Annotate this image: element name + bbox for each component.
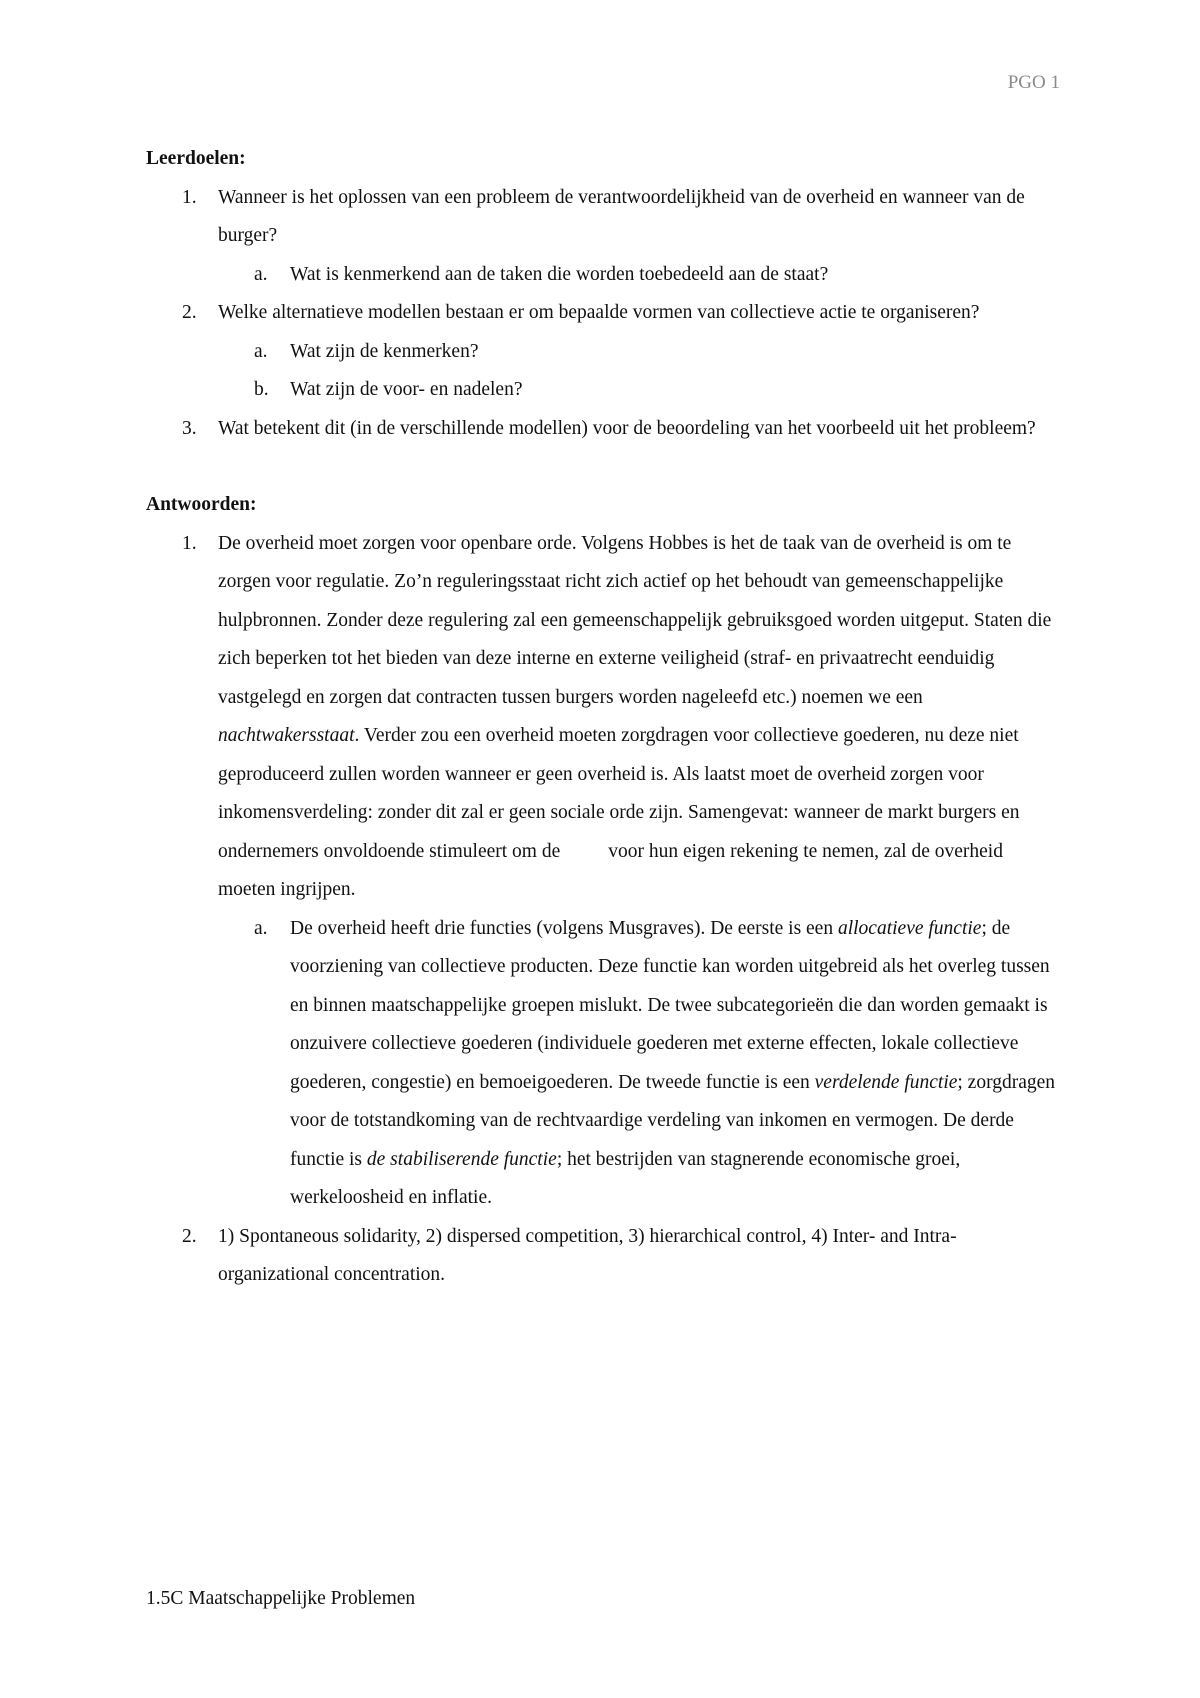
list-letter: a. <box>254 917 268 939</box>
leerdoel-subitem-1a <box>218 256 1058 295</box>
antwoord-subtext-part: De overheid heeft drie functies (volgens Musgraves). De eerste is een <box>290 917 838 939</box>
list-letter: a. <box>254 263 268 285</box>
antwoord-sublist <box>218 910 1058 1218</box>
leerdoel-text: Welke alternatieve modellen bestaan er om bepaalde vormen van collectieve actie te organiseren? <box>218 302 980 323</box>
antwoorden-list <box>146 525 1058 1295</box>
leerdoel-subitem-2b <box>218 371 1058 410</box>
leerdoel-sublist <box>218 256 1058 295</box>
leerdoel-subtext: Wat zijn de kenmerken? <box>290 340 479 362</box>
antwoord-item-2 <box>146 1218 1058 1295</box>
antwoord-text: 1) Spontaneous solidarity, 2) dispersed competition, 3) hierarchical control, 4) Inter- and Intra-organizational concentration. <box>218 1225 957 1285</box>
leerdoel-item-3 <box>146 410 1058 449</box>
antwoord-text-part: voor hun eigen rekening te nemen, zal de overheid moeten ingrijpen. <box>218 840 1003 900</box>
leerdoel-item-2 <box>146 294 1058 410</box>
antwoord-item-1 <box>146 525 1058 1218</box>
antwoorden-heading: Antwoorden: <box>146 494 257 515</box>
leerdoel-subtext: Wat is kenmerkend aan de taken die worden toebedeeld aan de staat? <box>290 263 829 285</box>
page-header-label: PGO 1 <box>1007 72 1060 93</box>
term-nachtwakersstaat: nachtwakersstaat <box>218 725 355 746</box>
leerdoel-text: Wat betekent dit (in de verschillende modellen) voor de beoordeling van het voorbeeld uit het probleem? <box>218 417 1036 439</box>
list-number: 2. <box>182 302 197 323</box>
antwoord-text-part: . Verder zou een overheid moeten zorgdragen voor collectieve goederen, nu deze niet geproduceerd zullen worden wanneer er geen overheid is. Als laatst moet de overheid zorgen voor inkomensverdeling: zonder dit zal er geen sociale orde zijn. Samengevat: wanneer de markt burgers en ondernemers onvoldoende stimuleert om de <box>218 725 1020 862</box>
antwoord-subitem-1a <box>218 910 1058 1218</box>
list-number: 3. <box>182 417 197 439</box>
leerdoel-subitem-2a <box>218 333 1058 372</box>
leerdoelen-list <box>146 179 1058 449</box>
term-stabiliserende-functie: de stabiliserende functie <box>366 1148 557 1170</box>
antwoord-subtext-part: ; de voorziening van collectieve producten. Deze functie kan worden uitgebreid als het overleg tussen en binnen maatschappelijke groepen mislukt. De twee subcategorieën die dan worden gemaakt is onzuivere collectieve goederen (individuele goederen met externe effecten, lokale collectieve goederen, congestie) en bemoeigoederen. De tweede functie is een <box>290 917 1050 1093</box>
leerdoel-sublist <box>218 333 1058 410</box>
leerdoel-item-1 <box>146 179 1058 295</box>
section-spacer <box>146 448 1058 486</box>
page-footer: 1.5C Maatschappelijke Problemen <box>146 1588 416 1609</box>
antwoord-subtext-part: ; het bestrijden van stagnerende economische groei, werkeloosheid en inflatie. <box>290 1148 961 1208</box>
list-letter: b. <box>254 379 269 400</box>
list-number: 1. <box>182 186 197 208</box>
list-number: 1. <box>182 532 197 554</box>
antwoord-text-part: De overheid moet zorgen voor openbare orde. Volgens Hobbes is het de taak van de overheid is om te zorgen voor regulatie. Zo’n reguleringsstaat richt zich actief op het behoudt van gemeenschappelijke hulpbronnen. Zonder deze regulering zal een gemeenschappelijk gebruiksgoed worden uitgeput. Staten die zich beperken tot het bieden van deze interne en externe veiligheid (straf- en privaatrecht eenduidig vastgelegd en zorgen dat contracten tussen burgers worden nageleefd etc.) noemen we een <box>218 532 1052 708</box>
leerdoel-subtext: Wat zijn de voor- en nadelen? <box>290 379 523 400</box>
term-allocatieve-functie: allocatieve functie <box>837 917 982 939</box>
antwoord-subtext-part: ; zorgdragen voor de totstandkoming van de rechtvaardige verdeling van inkomen en vermogen. De derde functie is <box>290 1071 1056 1170</box>
leerdoel-text: Wanneer is het oplossen van een probleem de verantwoordelijkheid van de overheid en wanneer van de burger? <box>218 186 1025 246</box>
document-body <box>146 140 1058 1295</box>
list-letter: a. <box>254 340 268 362</box>
leerdoelen-heading: Leerdoelen: <box>146 148 246 169</box>
list-number: 2. <box>182 1225 197 1247</box>
term-verdelende-functie: verdelende functie <box>814 1071 958 1093</box>
